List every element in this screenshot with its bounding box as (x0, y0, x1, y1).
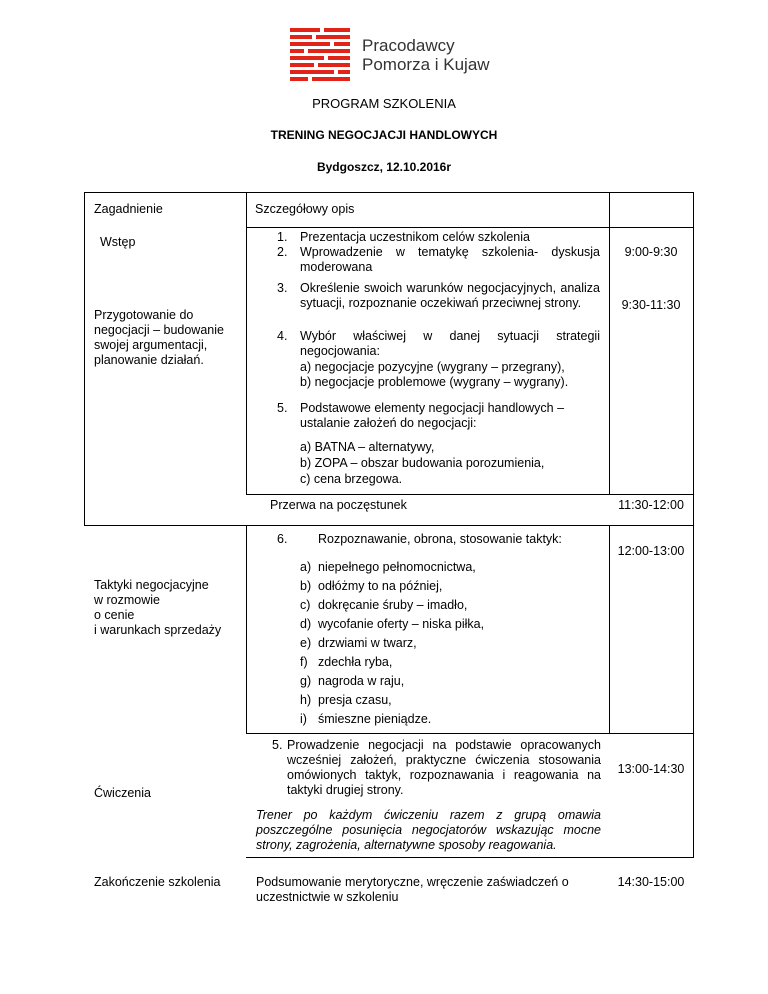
break-time: 11:30-12:00 (618, 498, 684, 512)
tactic-letter: h) (300, 693, 312, 707)
place-date: Bydgoszcz, 12.10.2016r (316, 160, 452, 174)
tactic-letter: f) (300, 655, 308, 669)
logo-line-1: Pracodawcy (362, 36, 455, 55)
sub-5b: b) ZOPA – obszar budowania porozumienia, (300, 456, 545, 470)
topic-zakonczenie: Zakończenie szkolenia (94, 875, 221, 889)
tactic-item: nagroda w raju, (318, 674, 405, 688)
col-header-description: Szczegółowy opis (255, 202, 355, 216)
topic-taktyki-line: o cenie (94, 608, 135, 622)
item-6-num: 6. (277, 532, 288, 546)
topic-taktyki-line: i warunkach sprzedaży (94, 623, 222, 637)
sub-4a: a) negocjacje pozycyjne (wygrany – przegrany), (300, 360, 565, 374)
item-2-text: Wprowadzenie w tematykę szkolenia- dyskusja moderowana (300, 245, 600, 274)
topic-wstep: Wstęp (100, 235, 136, 249)
topic-cwiczenia: Ćwiczenia (94, 786, 151, 800)
item-1-text: Prezentacja uczestnikom celów szkolenia (300, 230, 530, 244)
sub-5a: a) BATNA – alternatywy, (300, 440, 435, 454)
tactic-item: wycofanie oferty – niska piłka, (318, 617, 485, 631)
item-4-text: Wybór właściwej w danej sytuacji strategii negocjowania: (300, 329, 600, 358)
col-header-topic: Zagadnienie (94, 202, 163, 216)
time-zakonczenie: 14:30-15:00 (617, 875, 685, 889)
sub-5c: c) cena brzegowa. (300, 472, 403, 486)
time-przygotowanie: 9:30-11:30 (621, 298, 681, 312)
tactic-letter: d) (300, 617, 312, 631)
time-cwiczenia: 13:00-14:30 (617, 762, 685, 776)
item-1-num: 1. (277, 230, 288, 244)
time-taktyki: 12:00-13:00 (617, 544, 685, 558)
tactic-item: odłóżmy to na później, (318, 579, 443, 593)
tactic-item: presja czasu, (318, 693, 392, 707)
break-label: Przerwa na poczęstunek (270, 498, 407, 512)
item-5-num: 5. (277, 401, 288, 415)
tactic-item: śmieszne pieniądze. (318, 712, 432, 726)
tactic-letter: c) (300, 598, 311, 612)
topic-taktyki (94, 578, 244, 638)
time-wstep: 9:00-9:30 (624, 245, 678, 259)
tactic-letter: e) (300, 636, 312, 650)
sub-4b: b) negocjacje problemowe (wygrany – wygrany). (300, 375, 569, 389)
tactic-item: dokręcanie śruby – imadło, (318, 598, 468, 612)
item-2-num: 2. (277, 245, 288, 259)
logo-line-2: Pomorza i Kujaw (362, 55, 490, 74)
tactic-letter: b) (300, 579, 312, 593)
training-title: TRENING NEGOCJACJI HANDLOWYCH (270, 128, 498, 142)
item-4-num: 4. (277, 329, 288, 343)
tactic-letter: a) (300, 560, 312, 574)
tactic-item: drzwiami w twarz, (318, 636, 417, 650)
logo-icon (290, 28, 370, 86)
item-5-text: Podstawowe elementy negocjacji handlowych – ustalanie założeń do negocjacji: (300, 401, 565, 430)
tactic-letter: g) (300, 674, 312, 688)
item-3-text: Określenie swoich warunków negocjacyjnych, analiza sytuacji, rozpoznanie oczekiwań przeciwnej strony. (300, 281, 600, 310)
tactic-item: niepełnego pełnomocnictwa, (318, 560, 476, 574)
topic-taktyki-line: w rozmowie (94, 593, 160, 607)
zakonczenie-desc: Podsumowanie merytoryczne, wręczenie zaświadczeń o uczestnictwie w szkoleniu (256, 875, 569, 904)
tactic-item: zdechła ryba, (318, 655, 393, 669)
logo-text (362, 36, 490, 74)
exercise-note: Trener po każdym ćwiczeniu razem z grupą omawia poszczególne posunięcia negocjatorów wskazując mocne strony, zagrożenia, alternatywne sposoby reagowania. (256, 808, 601, 852)
exercise-text: Prowadzenie negocjacji na podstawie opracowanych wcześniej założeń, praktyczne ćwiczenia stosowania omówionych taktyk, rozpoznawania i reagowania na taktyki drugiej strony. (287, 738, 601, 797)
item-3-num: 3. (277, 281, 288, 295)
item-6-text: Rozpoznawanie, obrona, stosowanie taktyk: (318, 532, 562, 546)
topic-przygotowanie: Przygotowanie do negocjacji – budowanie swojej argumentacji, planowanie działań. (94, 308, 224, 367)
tactic-letter: i) (300, 712, 307, 726)
topic-taktyki-line: Taktyki negocjacyjne (94, 578, 209, 592)
program-heading: PROGRAM SZKOLENIA (312, 96, 456, 111)
exercise-num: 5. (272, 738, 283, 752)
